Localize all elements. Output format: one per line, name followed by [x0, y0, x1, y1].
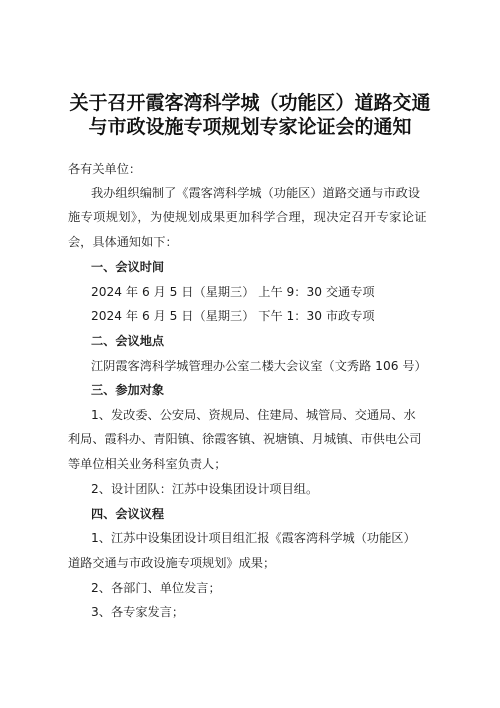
agenda-item-1-line-1: 1、江苏中设集团设计项目组汇报《霞客湾科学城（功能区）	[91, 531, 416, 545]
participants-item-1-line-3: 等单位相关业务科室负责人；	[68, 457, 227, 471]
agenda-item-3: 3、各专家发言；	[91, 605, 185, 619]
section-heading-participants: 三、参加对象	[91, 383, 165, 397]
intro-line-2: 施专项规划》，为使规划成果更加科学合理，现决定召开专家论证	[68, 210, 427, 224]
section-heading-location: 二、会议地点	[91, 334, 165, 348]
location-text: 江阴霞客湾科学城管理办公室二楼大会议室（文秀路 106 号）	[91, 359, 427, 373]
document-title-line-1: 关于召开霞客湾科学城（功能区）道路交通	[69, 92, 431, 114]
participants-item-1-line-2: 利局、霞科办、青阳镇、徐霞客镇、祝塘镇、月城镇、市供电公司	[68, 432, 422, 446]
section-heading-agenda: 四、会议议程	[91, 507, 165, 521]
intro-line-1: 我办组织编制了《霞客湾科学城（功能区）道路交通与市政设	[91, 186, 421, 200]
intro-line-3: 会，具体通知如下：	[68, 235, 178, 249]
section-heading-time: 一、会议时间	[91, 260, 165, 274]
participants-item-2: 2、设计团队：江苏中设集团设计项目组。	[91, 482, 319, 496]
salutation: 各有关单位：	[68, 162, 142, 176]
document-title-line-2: 与市政设施专项规划专家论证会的通知	[88, 116, 412, 138]
agenda-item-1-line-2: 道路交通与市政设施专项规划》成果；	[68, 556, 276, 570]
time-item-2: 2024 年 6 月 5 日（星期三） 下午 1：30 市政专项	[91, 309, 375, 323]
participants-item-1-line-1: 1、发改委、公安局、资规局、住建局、城管局、交通局、水	[91, 408, 416, 422]
time-item-1: 2024 年 6 月 5 日（星期三） 上午 9：30 交通专项	[91, 285, 375, 299]
agenda-item-2: 2、各部门、单位发言；	[91, 581, 221, 595]
